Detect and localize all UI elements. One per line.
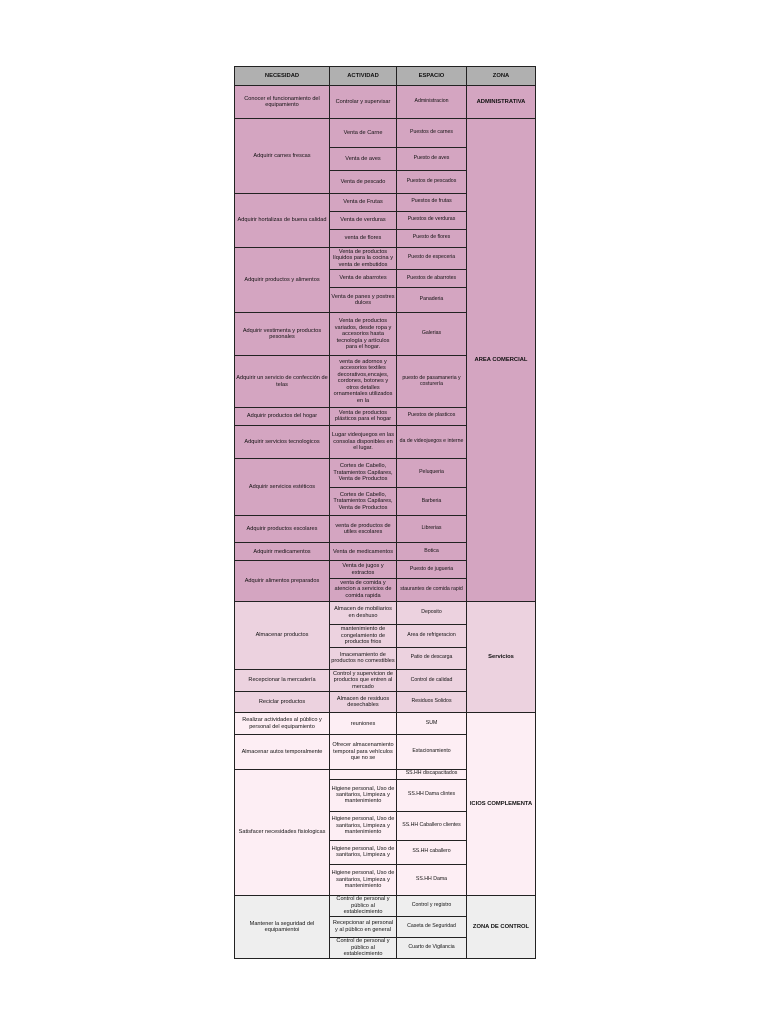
actividad-cell: venta de productos de utiles escolares [330, 516, 397, 543]
actividad-cell: Venta de pescado [330, 171, 397, 193]
table-body [235, 86, 536, 959]
actividad-cell: venta de adornos y accesorios textiles decorativos,encajes, cordones, botones y otros detalles ornamentales utilizados en la [330, 356, 397, 407]
actividad-cell: Venta de productos variados, desde ropa y accesorios hasta tecnología y artículos para el hogar. [330, 313, 397, 356]
necesidad-cell: Satisfacer necesidades fisiologicas [235, 769, 330, 896]
necesidad-cell: Adquirir carnes frescas [235, 119, 330, 193]
espacio-cell: da de videojuegos e interne [397, 425, 467, 458]
actividad-cell: Higiene personal, Uso de sanitarios, Limpieza y mantenimiento [330, 811, 397, 840]
espacio-cell: Caseta de Seguridad [397, 916, 467, 937]
table-row [235, 119, 536, 148]
espacio-cell: Residuos Solidos [397, 692, 467, 713]
table-row [235, 86, 536, 119]
actividad-cell: Venta de Carne [330, 119, 397, 148]
header-actividad: ACTIVIDAD [330, 67, 397, 86]
necesidad-cell: Adquirir servicios estéticos [235, 458, 330, 515]
actividad-cell: Almacen de mobiliarios en deshuso [330, 601, 397, 624]
zona-cell: ICIOS COMPLEMENTA [467, 713, 536, 896]
espacio-cell: Botica [397, 543, 467, 561]
necesidad-cell: Adquirir productos y alimentos [235, 247, 330, 312]
espacio-cell: SS.HH Dama clintes [397, 779, 467, 811]
necesidad-cell: Adquirir productos escolares [235, 516, 330, 543]
actividad-cell: venta de flores [330, 229, 397, 247]
actividad-cell: lmacenamiento de productos no comestibles [330, 647, 397, 669]
necesidad-cell: Adquirir productos del hogar [235, 407, 330, 425]
zona-cell: ADMINISTRATIVA [467, 86, 536, 119]
necesidad-cell: Reciclar productos [235, 692, 330, 713]
espacio-cell: SS.HH caballero [397, 840, 467, 864]
necesidad-cell: Adquirir medicamentos [235, 543, 330, 561]
espacio-cell: Puestos de plasticos [397, 407, 467, 425]
actividad-cell: Recepcionar al personal y al público en general [330, 916, 397, 937]
actividad-cell: venta de comida y atencion a servicios de comida rapida [330, 578, 397, 601]
table-row [235, 896, 536, 916]
espacio-cell: SS.HH Dama [397, 865, 467, 896]
espacio-cell: Administracion [397, 86, 467, 119]
actividad-cell: Venta de aves [330, 148, 397, 171]
table-row [235, 601, 536, 624]
necesidad-cell: Adquirir un servicio de confección de telas [235, 356, 330, 407]
actividad-cell: Venta de panes y postres dulces [330, 288, 397, 313]
zona-cell: ZONA DE CONTROL [467, 896, 536, 959]
actividad-cell: Venta de productos plásticos para el hogar [330, 407, 397, 425]
header-necesidad: NECESIDAD [235, 67, 330, 86]
actividad-cell: Higiene personal, Uso de sanitarios, Limpieza y [330, 840, 397, 864]
espacio-cell: SS.HH Caballero clientes [397, 811, 467, 840]
espacio-cell: Barberia [397, 488, 467, 516]
zona-cell: Servicios [467, 601, 536, 713]
espacio-cell: Patio de descarga [397, 647, 467, 669]
espacio-cell: Estacionamiento [397, 735, 467, 769]
actividad-cell: reuniones [330, 713, 397, 735]
program-table [234, 66, 536, 959]
actividad-cell: Cortes de Cabello, Tratamientos Capilares, Venta de Productos [330, 458, 397, 487]
actividad-cell: Cortes de Cabello, Tratamientos Capilares, Venta de Productos [330, 488, 397, 516]
necesidad-cell: Conocer el funcionamiento del equipamiento [235, 86, 330, 119]
espacio-cell: Puestos de carnes [397, 119, 467, 148]
espacio-cell: Puesto de especeria [397, 247, 467, 269]
zona-cell: AREA COMERCIAL [467, 119, 536, 602]
espacio-cell: Puesto de jugueria [397, 561, 467, 578]
actividad-cell: Control de personal y público al establecimiento [330, 937, 397, 958]
actividad-cell: Lugar videojuegos en las consolas disponibles en el lugar. [330, 425, 397, 458]
actividad-cell: Controlar y supervisar [330, 86, 397, 119]
necesidad-cell: Adquirir hortalizas de buena calidad [235, 193, 330, 247]
header-row [235, 67, 536, 86]
actividad-cell [330, 769, 397, 779]
espacio-cell: Puestos de verduras [397, 211, 467, 229]
actividad-cell: Higiene personal, Uso de sanitarios, Limpieza y mantenimiento [330, 779, 397, 811]
espacio-cell: Panaderia [397, 288, 467, 313]
necesidad-cell: Realizar actividades al público y personal del equipamiento [235, 713, 330, 735]
header-zona: ZONA [467, 67, 536, 86]
actividad-cell: Almacen de residuos desechables [330, 692, 397, 713]
actividad-cell: Venta de jugos y extractos [330, 561, 397, 578]
necesidad-cell: Almacenar productos [235, 601, 330, 669]
actividad-cell: Higiene personal, Uso de sanitarios, Limpieza y mantenimiento [330, 865, 397, 896]
actividad-cell: Venta de productos líquidos para la cocina y venta de embutidos [330, 247, 397, 269]
espacio-cell: Puestos de pescados [397, 171, 467, 193]
espacio-cell: Galerias [397, 313, 467, 356]
espacio-cell: Cuarto de Vigilancia [397, 937, 467, 958]
espacio-cell: puesto de pasamaneria y costurería [397, 356, 467, 407]
header-espacio: ESPACIO [397, 67, 467, 86]
actividad-cell: mantenimiento de congelamiento de productos frios [330, 624, 397, 647]
actividad-cell: Ofrecer almacenamiento temporal para vehículos que no se [330, 735, 397, 769]
necesidad-cell: Adquirir servicios tecnologicos [235, 425, 330, 458]
espacio-cell: Puesto de aves [397, 148, 467, 171]
necesidad-cell: Adquirir alimentos preparados [235, 561, 330, 601]
necesidad-cell: Adquirir vestimenta y productos pesonales [235, 313, 330, 356]
necesidad-cell: Recepcionar la mercadería [235, 670, 330, 692]
espacio-cell: Control de calidad [397, 670, 467, 692]
actividad-cell: Control de personal y público al establecimiento [330, 896, 397, 916]
espacio-cell: Puestos de abarrotes [397, 269, 467, 287]
espacio-cell: Puesto de flores [397, 229, 467, 247]
espacio-cell: Puestos de frutas [397, 193, 467, 211]
actividad-cell: Venta de medicamentos [330, 543, 397, 561]
espacio-cell: SS.HH discapacitados [397, 769, 467, 779]
espacio-cell: staurantes de comida rapid [397, 578, 467, 601]
espacio-cell: SUM [397, 713, 467, 735]
espacio-cell: Control y registro [397, 896, 467, 916]
espacio-cell: Librerias [397, 516, 467, 543]
table-row [235, 713, 536, 735]
espacio-cell: Deposito [397, 601, 467, 624]
necesidad-cell: Almacenar autos temporalmente [235, 735, 330, 769]
actividad-cell: Control y supervicion de productos que entren al mercado [330, 670, 397, 692]
actividad-cell: Venta de abarrotes [330, 269, 397, 287]
espacio-cell: Area de refrigeracion [397, 624, 467, 647]
necesidad-cell: Mantener la seguridad del equipamientoi [235, 896, 330, 959]
actividad-cell: Venta de Frutas [330, 193, 397, 211]
actividad-cell: Venta de verduras [330, 211, 397, 229]
espacio-cell: Peluqueria [397, 458, 467, 487]
